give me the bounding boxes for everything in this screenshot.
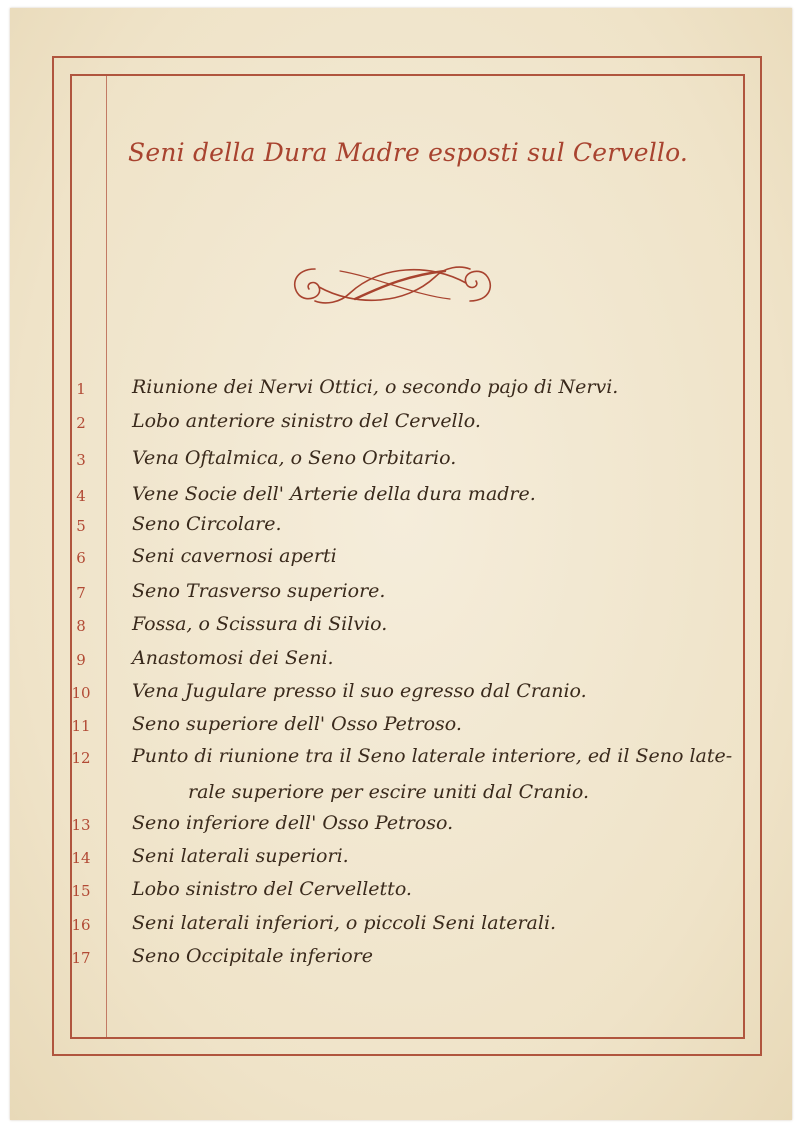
- entry-text: Seno Occipitale inferiore: [132, 945, 373, 967]
- entry-number: 7: [76, 584, 86, 602]
- entry-number: 1: [76, 380, 86, 398]
- entry-text: Seno superiore dell' Osso Petroso.: [132, 713, 462, 735]
- list-item: [0, 613, 800, 643]
- page-title: Seni della Dura Madre esposti sul Cervello.: [128, 138, 689, 167]
- entry-number: 14: [71, 849, 91, 867]
- calligraphic-flourish-icon: [285, 255, 500, 315]
- entry-number: 12: [71, 749, 91, 767]
- entry-number: 8: [76, 617, 86, 635]
- entry-text-continuation: rale superiore per escire uniti dal Cranio.: [188, 781, 590, 803]
- entry-text: Seni laterali superiori.: [132, 845, 349, 867]
- list-item: [0, 410, 800, 440]
- list-item: [0, 647, 800, 677]
- list-item: [0, 483, 800, 513]
- entry-text: Vene Socie dell' Arterie della dura madre.: [132, 483, 536, 505]
- entry-number: 17: [71, 949, 91, 967]
- list-item: [0, 912, 800, 942]
- list-item: [0, 713, 800, 743]
- entry-number: 4: [76, 487, 86, 505]
- list-item: [0, 812, 800, 842]
- entry-text: Lobo anteriore sinistro del Cervello.: [132, 410, 481, 432]
- entry-text: Punto di riunione tra il Seno laterale interiore, ed il Seno late-: [132, 745, 733, 767]
- list-item: [0, 845, 800, 875]
- entry-text: Seno Trasverso superiore.: [132, 580, 386, 602]
- entry-number: 3: [76, 451, 86, 469]
- entry-number: 6: [76, 549, 86, 567]
- entry-number: 10: [71, 684, 91, 702]
- list-item: [0, 580, 800, 610]
- entry-text: Vena Oftalmica, o Seno Orbitario.: [132, 447, 457, 469]
- list-item: [0, 513, 800, 543]
- entry-text: Seno Circolare.: [132, 513, 282, 535]
- entry-number: 5: [76, 517, 86, 535]
- list-item: [0, 878, 800, 908]
- entry-number: 16: [71, 916, 91, 934]
- entry-number: 9: [76, 651, 86, 669]
- entry-number: 11: [71, 717, 91, 735]
- list-item: [0, 376, 800, 406]
- list-item: [0, 945, 800, 975]
- entry-text: Seni laterali inferiori, o piccoli Seni laterali.: [132, 912, 557, 934]
- list-item: [0, 545, 800, 575]
- list-item: [0, 680, 800, 710]
- entry-number: 2: [76, 414, 86, 432]
- entry-number: 15: [71, 882, 91, 900]
- entry-text: Lobo sinistro del Cervelletto.: [132, 878, 412, 900]
- entry-text: Anastomosi dei Seni.: [132, 647, 334, 669]
- entry-text: Seni cavernosi aperti: [132, 545, 337, 567]
- entry-text: Riunione dei Nervi Ottici, o secondo pajo di Nervi.: [132, 376, 619, 398]
- entry-text: Fossa, o Scissura di Silvio.: [132, 613, 388, 635]
- entry-number: 13: [71, 816, 91, 834]
- list-item: [0, 745, 800, 803]
- entry-text: Vena Jugulare presso il suo egresso dal Cranio.: [132, 680, 587, 702]
- entry-text: Seno inferiore dell' Osso Petroso.: [132, 812, 454, 834]
- list-item: [0, 447, 800, 477]
